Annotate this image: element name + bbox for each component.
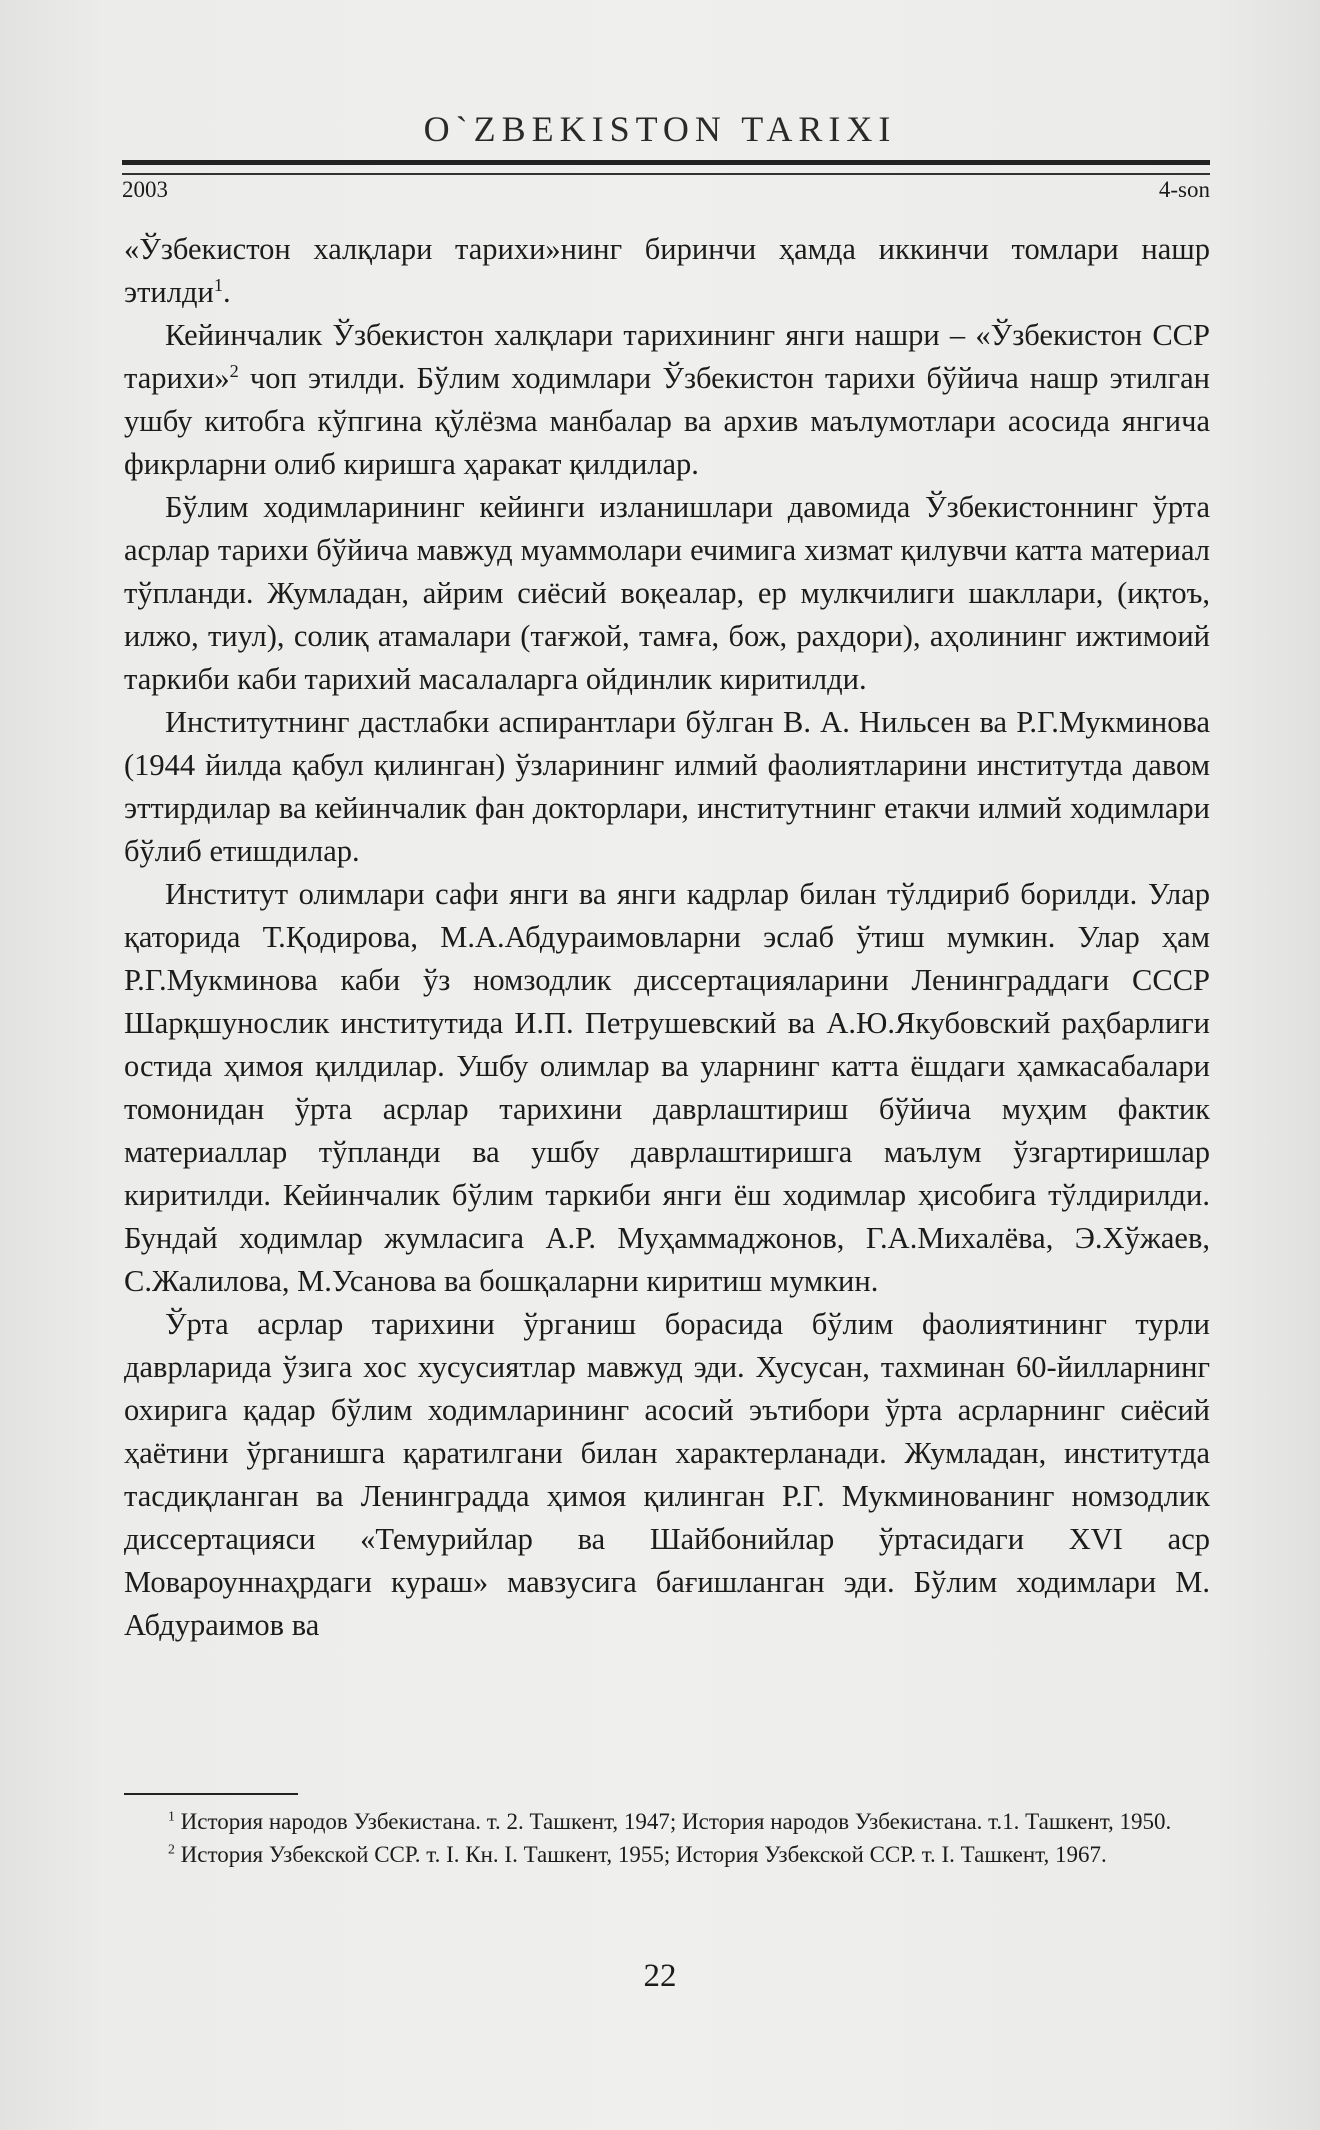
header-issue: 4-son	[1158, 177, 1210, 202]
footnotes	[124, 1805, 1210, 1871]
footnote-ref-1: 1	[213, 274, 223, 295]
paragraph-3: Бўлим ходимларининг кейинги изланишлари давомида Ўзбекистоннинг ўрта асрлар тарихи бўйича мавжуд муаммолари ечимига хизмат қилувчи катта материал тўпланди. Жумладан, айрим сиёсий воқеалар, ер мулкчилиги шакллари, (иқтоъ, илжо, тиул), солиқ атамалари (тағжой, тамға, бож, рахдори), аҳолининг ижтимоий таркиби каби тарихий масалаларга ойдинлик киритилди.	[124, 490, 1210, 696]
footnote-1-marker: 1	[168, 1808, 175, 1824]
paragraph-1	[124, 228, 1210, 314]
paragraph-6: Ўрта асрлар тарихини ўрганиш борасида бўлим фаолиятининг турли даврларида ўзига хос хусусиятлар мавжуд эди. Хусусан, тахминан 60-йилларнинг охирига қадар бўлим ходимларининг асосий эътибори ўрта асрларнинг сиёсий ҳаётини ўрганишга қаратилгани билан характерланади. Жумладан, институтда тасдиқланган ва Ленинградда ҳимоя қилинган Р.Г. Мукминованинг номзодлик диссертацияси «Темурийлар ва Шайбонийлар ўртасидаги XVI аср Мовароуннаҳрдаги кураш» мавзусига бағишланган эди. Бўлим ходимлари М. Абдураимов ва	[124, 1307, 1210, 1642]
paragraph-1-text: «Ўзбекистон халқлари тарихи»нинг биринчи ҳамда иккинчи томлари нашр этилди	[124, 232, 1210, 309]
article-body	[124, 228, 1210, 1647]
footnote-1	[124, 1805, 1210, 1838]
paragraph-4: Институтнинг дастлабки аспирантлари бўлган В. А. Нильсен ва Р.Г.Мукминова (1944 йилда қабул қилинган) ўзларининг илмий фаолиятларини институтда давом эттирдилар ва кейинчалик фан докторлари, институтнинг етакчи илмий ходимлари бўлиб етишдилар.	[124, 705, 1210, 868]
footnote-ref-2: 2	[229, 360, 239, 381]
paragraph-2-rest: чоп этилди. Бўлим ходимлари Ўзбекистон тарихи бўйича нашр этилган ушбу китобга кўпгина қўлёзма манбалар ва архив маълумотлари асосида янгича фикрларни олиб киришга ҳаракат қилдилар.	[124, 361, 1210, 481]
paragraph-2-text: Кейинчалик Ўзбекистон халқлари тарихининг янги нашри – «Ўзбекистон ССР тарихи»	[124, 318, 1210, 395]
footnote-1-text: История народов Узбекистана. т. 2. Ташкент, 1947; История народов Узбекистана. т.1. Ташкент, 1950.	[174, 1809, 1172, 1834]
header-rule	[122, 160, 1210, 175]
footnote-2-text: История Узбекской ССР. т. I. Кн. I. Ташкент, 1955; История Узбекской ССР. т. I. Ташкент, 1967.	[174, 1842, 1107, 1867]
footnote-2-marker: 2	[168, 1841, 175, 1857]
footnote-2	[124, 1838, 1210, 1871]
paragraph-1-end: .	[222, 275, 231, 309]
journal-title: O`ZBEKISTON TARIXI	[423, 109, 897, 149]
page-number: 22	[643, 1958, 677, 1994]
header-year: 2003	[122, 177, 168, 202]
footnote-separator	[124, 1793, 298, 1795]
paragraph-5: Институт олимлари сафи янги ва янги кадрлар билан тўлдириб борилди. Улар қаторида Т.Қодирова, М.А.Абдураимовларни эслаб ўтиш мумкин. Улар ҳам Р.Г.Мукминова каби ўз номзодлик диссертацияларини Ленинграддаги СССР Шарқшунослик институтида И.П. Петрушевский ва А.Ю.Якубовский раҳбарлиги остида ҳимоя қилдилар. Ушбу олимлар ва уларнинг катта ёшдаги ҳамкасабалари томонидан ўрта асрлар тарихини даврлаштириш бўйича муҳим фактик материаллар тўпланди ва ушбу даврлаштиришга маълум ўзгартиришлар киритилди. Кейинчалик бўлим таркиби янги ёш ходимлар ҳисобига тўлдирилди. Бундай ходимлар жумласига А.Р. Муҳаммаджонов, Г.А.Михалёва, Э.Хўжаев, С.Жалилова, М.Усанова ва бошқаларни киритиш мумкин.	[124, 877, 1210, 1298]
paragraph-2	[124, 314, 1210, 486]
